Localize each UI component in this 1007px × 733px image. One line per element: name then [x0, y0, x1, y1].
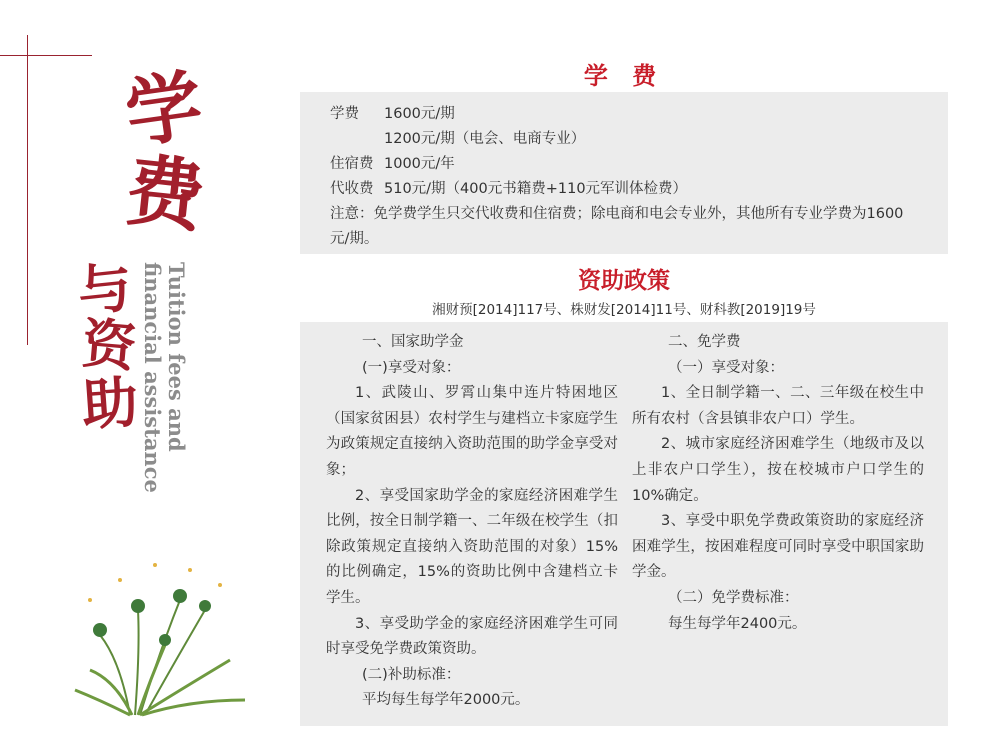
fee-line — [330, 177, 922, 202]
calligraphy-char: 资 — [79, 310, 139, 380]
fee-value: 1600元/期 — [384, 106, 455, 122]
calligraphy-char: 助 — [79, 369, 141, 439]
fee-line — [330, 152, 922, 177]
decor-line-horizontal — [0, 55, 92, 56]
tuition-waiver-column — [632, 330, 924, 637]
policy-paragraph: 1、全日制学籍一、二、三年级在校生中所有农村（含县镇非农户口）学生。 — [632, 385, 924, 427]
tuition-note: 注意：免学费学生只交代收费和住宿费；除电商和电会专业外，其他所有专业学费为1600元/期。 — [330, 206, 904, 247]
policy-paragraph: 3、享受助学金的家庭经济困难学生可同时享受免学费政策资助。 — [326, 615, 618, 658]
english-title-line: financial assistance — [140, 262, 165, 493]
policy-line: 平均每生每学年2000元。 — [362, 692, 530, 709]
aid-title: 资助政策 — [578, 268, 670, 294]
english-title-line: Tuition fees and — [164, 262, 189, 452]
aid-panel — [300, 322, 948, 726]
policy-line: 每生每学年2400元。 — [668, 615, 807, 632]
flower-icon — [75, 563, 245, 715]
calligraphy-char: 与 — [74, 254, 136, 324]
calligraphy-char: 费 — [121, 145, 209, 244]
tuition-title: 学 费 — [583, 62, 665, 90]
decor-line-vertical — [27, 35, 28, 345]
section-heading: 二、免学费 — [668, 334, 741, 350]
plant-illustration — [60, 540, 260, 720]
policy-paragraph: 1、武陵山、罗霄山集中连片特困地区（国家贫困县）农村学生与建档立卡家庭学生为政策规定直接纳入资助范围的助学金享受对象； — [326, 385, 618, 478]
calligraphy-char: 学 — [120, 60, 208, 159]
english-title — [140, 262, 188, 493]
fee-line — [330, 102, 922, 127]
subsection-heading: (二)补助标准： — [362, 666, 461, 683]
national-grant-column — [326, 330, 618, 714]
fee-value: 1000元/年 — [384, 156, 455, 172]
policy-paragraph: 2、城市家庭经济困难学生（地级市及以上非农户口学生），按在校城市户口学生的10%确定。 — [632, 436, 924, 504]
policy-paragraph: 3、享受中职免学费政策资助的家庭经济困难学生，按困难程度可同时享受中职国家助学金。 — [632, 513, 924, 581]
tuition-panel — [300, 92, 948, 254]
policy-paragraph: 2、享受国家助学金的家庭经济困难学生比例，按全日制学籍一、二年级在校学生（扣除政策规定直接纳入资助范围的对象）15%的比例确定，15%的资助比例中含建档立卡学生。 — [326, 487, 618, 606]
fee-label: 住宿费 — [330, 156, 374, 172]
section-heading: 一、国家助学金 — [362, 334, 464, 350]
fee-value: 1200元/期（电会、电商专业） — [384, 131, 586, 147]
fee-label: 代收费 — [330, 181, 374, 197]
subsection-heading: （一）享受对象： — [668, 359, 784, 376]
subsection-heading: (一)享受对象： — [362, 359, 461, 376]
aid-subtitle: 湘财预[2014]117号、株财发[2014]11号、财科教[2019]19号 — [432, 302, 816, 318]
fee-label: 学费 — [330, 106, 359, 122]
subsection-heading: （二）免学费标准： — [668, 589, 799, 606]
fee-value: 510元/期（400元书籍费+110元军训体检费） — [384, 181, 688, 197]
fee-line — [330, 127, 922, 152]
